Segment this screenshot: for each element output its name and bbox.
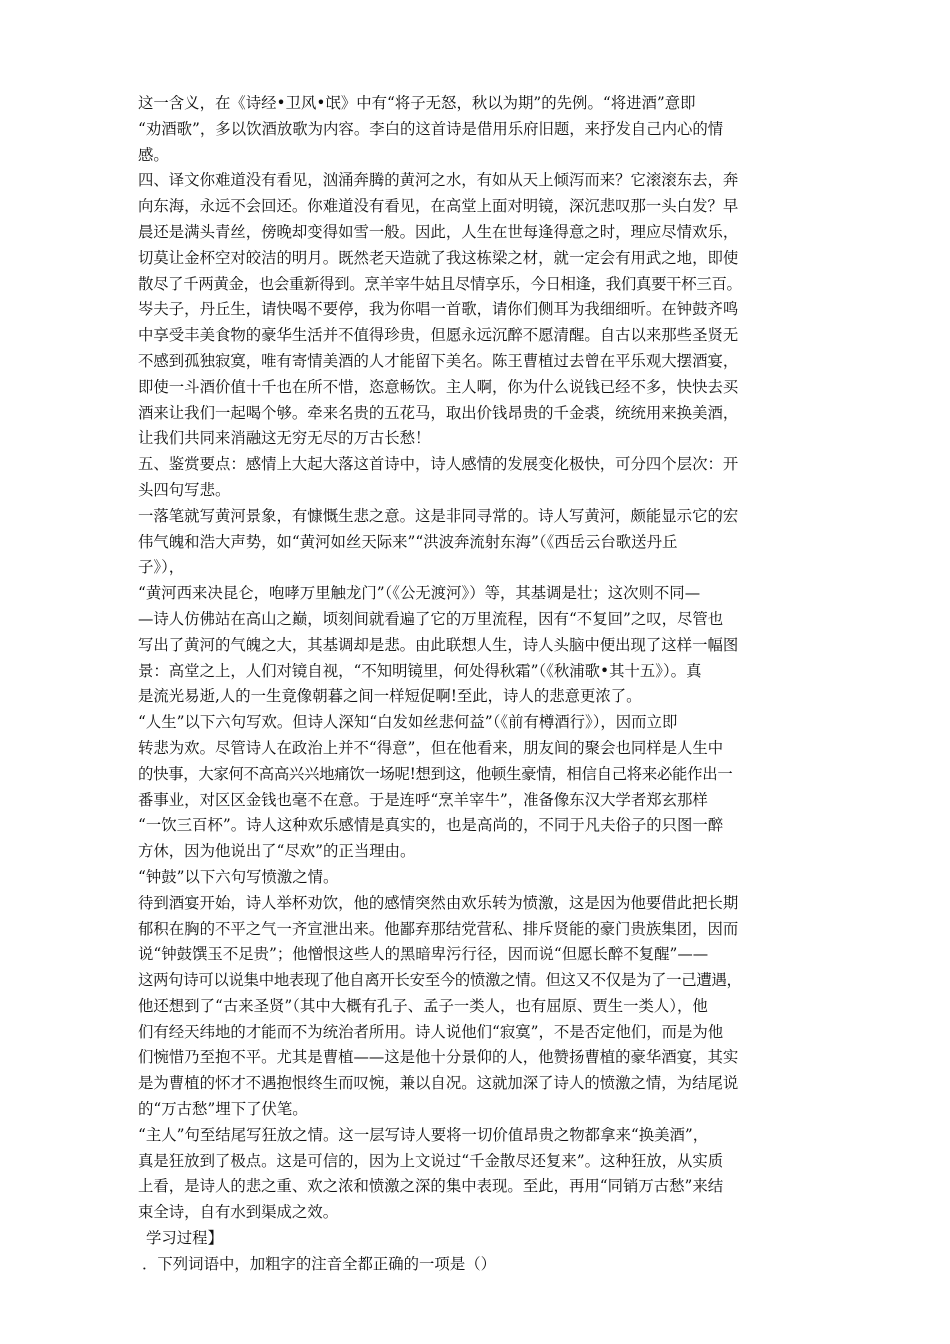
text-line: “主人”句至结尾写狂放之情。这一层写诗人要将一切价值昂贵之物都拿来“换美酒”， — [138, 1125, 709, 1144]
text-line: 散尽了千两黄金，也会重新得到。烹羊宰牛姑且尽情享乐，今日相逢，我们真要干杯三百。 — [138, 274, 742, 293]
text-line: 中享受丰美食物的豪华生活并不值得珍贵，但愿永远沉醉不愿清醒。自古以来那些圣贤无 — [138, 326, 739, 345]
text-line: 伟气魄和浩大声势，如“黄河如丝天际来”“洪波奔流射东海”（《西岳云台歌送丹丘 — [138, 532, 678, 551]
text-line: 向东海，永远不会回还。你难道没有看见，在高堂上面对明镜，深沉悲叹那一头白发？早 — [138, 197, 739, 216]
text-line: 晨还是满头青丝，傍晚却变得如雪一般。因此，人生在世每逢得意之时，理应尽情欢乐， — [138, 222, 739, 241]
text-line: 让我们共同来消融这无穷无尽的万古长愁！ — [138, 429, 431, 448]
text-line: 的“万古愁”埋下了伏笔。 — [138, 1100, 308, 1119]
section-appreciation-line: 五、鉴赏要点：感情上大起大落这首诗中，诗人感情的发展变化极快，可分四个层次：开 — [138, 455, 739, 474]
text-line: “钟鼓”以下六句写愤激之情。 — [138, 867, 339, 886]
text-line: 景：高堂之上，人们对镜自视，“不知明镜里，何处得秋霜”（《秋浦歌•其十五》）。真 — [138, 661, 702, 680]
text-line: “一饮三百杯”。诗人这种欢乐感情是真实的，也是高尚的，不同于凡夫俗子的只图一醉 — [138, 816, 724, 835]
text-line: 的快事，大家何不高高兴兴地痛饮一场呢!想到这，他顿生豪情，相信自己将来必能作出一 — [138, 764, 733, 783]
text-line: 们有经天纬地的才能而不为统治者所用。诗人说他们“寂寞”，不是否定他们，而是为他 — [138, 1022, 724, 1041]
body-text — [138, 91, 818, 1226]
text-line: 头四句写悲。 — [138, 480, 231, 499]
text-line: 子》）， — [138, 558, 185, 577]
text-line: 上看，是诗人的悲之重、欢之浓和愤激之深的集中表现。至此，再用“同销万古愁”来结 — [138, 1177, 724, 1196]
text-line: 不感到孤独寂寞，唯有寄情美酒的人才能留下美名。陈王曹植过去曾在平乐观大摆酒宴， — [138, 351, 739, 370]
text-line: 即使一斗酒价值十千也在所不惜，恣意畅饮。主人啊，你为什么说钱已经不多，快快去买 — [138, 377, 739, 396]
section-heading: 学习过程】 — [146, 1229, 223, 1248]
text-line: “劝酒歌”，多以饮酒放歌为内容。李白的这首诗是借用乐府旧题，来抒发自己内心的情 — [138, 119, 724, 138]
text-line: 待到酒宴开始，诗人举杯劝饮，他的感情突然由欢乐转为愤激，这是因为他要借此把长期 — [138, 893, 739, 912]
text-line: 他还想到了“古来圣贤”（其中大概有孔子、孟子一类人，也有屈原、贾生一类人），他 — [138, 996, 708, 1015]
text-line: 写出了黄河的气魄之大，其基调却是悲。由此联想人生，诗人头脑中便出现了这样一幅图 — [138, 635, 739, 654]
text-line: 是流光易逝,人的一生竟像朝暮之间一样短促啊!至此，诗人的悲意更浓了。 — [138, 687, 642, 706]
text-line: 真是狂放到了极点。这是可信的，因为上文说过“千金散尽还复来”。这种狂放，从实质 — [138, 1151, 724, 1170]
text-line: 们惋惜乃至抱不平。尤其是曹植——这是他十分景仰的人，他赞扬曹植的豪华酒宴，其实 — [138, 1048, 739, 1067]
text-line: 是为曹植的怀才不遇抱恨终生而叹惋，兼以自况。这就加深了诗人的愤激之情，为结尾说 — [138, 1074, 739, 1093]
text-line: 岑夫子，丹丘生，请快喝不要停，我为你唱一首歌，请你们侧耳为我细细听。在钟鼓齐鸣 — [138, 300, 739, 319]
section-translation-line: 四、译文你难道没有看见，汹涌奔腾的黄河之水，有如从天上倾泻而来？它滚滚东去，奔 — [138, 171, 739, 190]
text-line: 切莫让金杯空对皎洁的明月。既然老天造就了我这栋梁之材，就一定会有用武之地，即使 — [138, 248, 739, 267]
text-line: 感。 — [138, 145, 169, 164]
text-line: 这一含义，在《诗经•卫风•氓》中有“将子无怒，秋以为期”的先例。“将进酒”意即 — [138, 94, 696, 112]
text-line: 一落笔就写黄河景象，有慷慨生悲之意。这是非同寻常的。诗人写黄河，颇能显示它的宏 — [138, 506, 739, 525]
text-line: 束全诗，自有水到渠成之效。 — [138, 1203, 339, 1222]
text-line: 郁积在胸的不平之气一齐宣泄出来。他鄙弃那结党营私、排斥贤能的豪门贵族集团，因而 — [138, 919, 739, 938]
text-line: “人生”以下六句写欢。但诗人深知“白发如丝悲何益”（《前有樽酒行》），因而立即 — [138, 713, 678, 732]
text-line: “黄河西来决昆仑，咆哮万里触龙门”（《公无渡河》）等，其基调是壮；这次则不同— — [138, 584, 701, 603]
question-text: ．下列词语中，加粗字的注音全都正确的一项是（） — [142, 1254, 496, 1273]
text-line: 方休，因为他说出了“尽欢”的正当理由。 — [138, 842, 416, 861]
text-line: 这两句诗可以说集中地表现了他自离开长安至今的愤激之情。但这又不仅是为了一己遭遇， — [138, 971, 742, 990]
text-line: —诗人仿佛站在高山之巅，顷刻间就看遍了它的万里流程，因有“不复回”之叹，尽管也 — [138, 609, 724, 628]
text-line: 酒来让我们一起喝个够。牵来名贵的五花马，取出价钱昂贵的千金裘，统统用来换美酒， — [138, 403, 739, 422]
document-page — [138, 91, 818, 1278]
text-line: 番事业，对区区金钱也毫不在意。于是连呼“烹羊宰牛”，准备像东汉大学者郑玄那样 — [138, 790, 708, 809]
text-line: 转悲为欢。尽管诗人在政治上并不“得意”，但在他看来，朋友间的聚会也同样是人生中 — [138, 738, 724, 757]
text-line: 说“钟鼓馔玉不足贵”；他憎恨这些人的黑暗卑污行径，因而说“但愿长醉不复醒”—— — [138, 945, 709, 964]
